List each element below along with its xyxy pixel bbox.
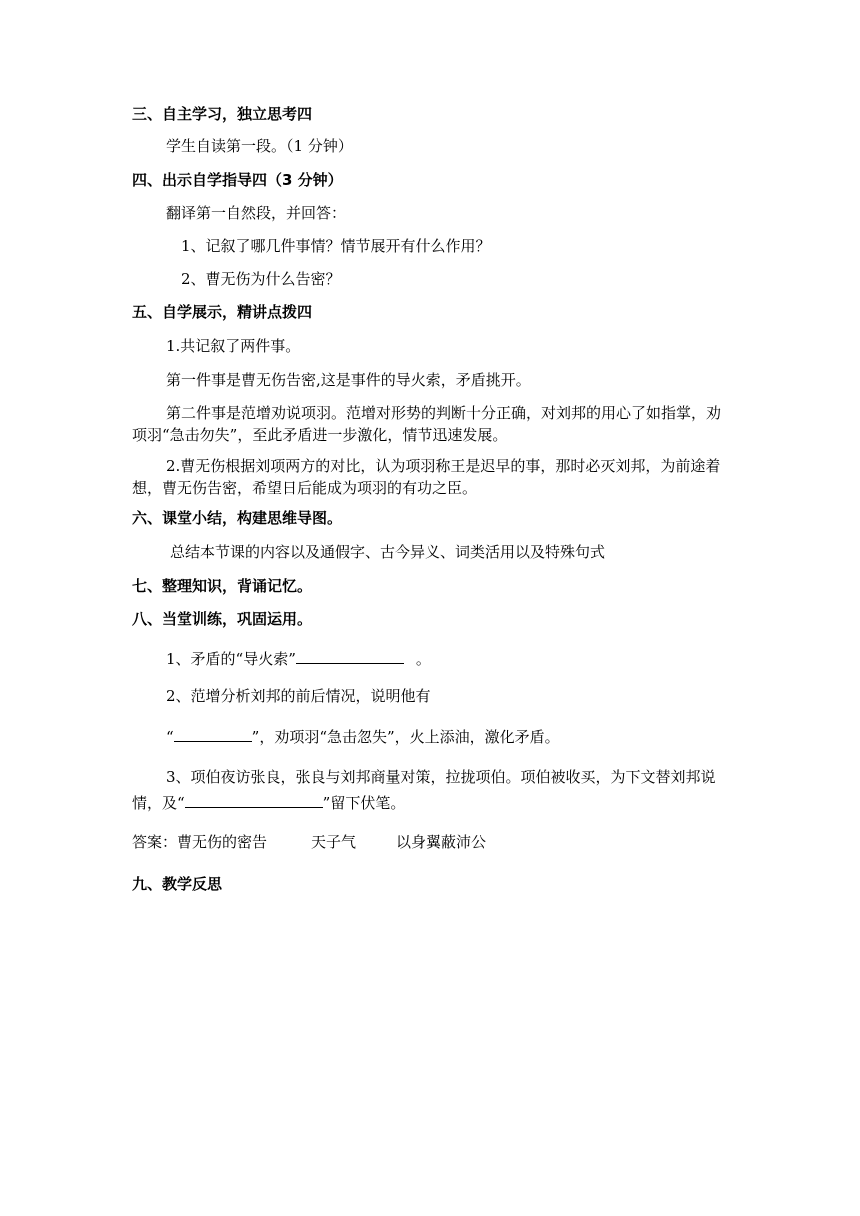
section-7-heading: 七、整理知识，背诵记忆。 [132, 577, 313, 595]
exercise-2-line-2 [166, 725, 560, 747]
section-4-question-1: 1、记叙了哪几件事情？情节展开有什么作用？ [181, 237, 491, 255]
answer-label: 答案： [132, 833, 178, 851]
section-9-heading: 九、教学反思 [132, 875, 223, 893]
exercise-1-text: 1、矛盾的“导火索” [166, 650, 296, 668]
exercise-3-blank[interactable] [185, 791, 323, 808]
section-5-paragraph-4: 2.曹无伤根据刘项两方的对比，认为项羽称王是迟早的事，那时必灭刘邦，为前途着想，曹无伤告密，希望日后能成为项羽的有功之臣。 [132, 457, 721, 497]
answer-line [132, 832, 486, 852]
answer-2: 天子气 [311, 833, 357, 851]
exercise-3-text: 3、项伯夜访张良，张良与刘邦商量对策，拉拢项伯。项伯被收买，为下文替刘邦说情，及“ [132, 768, 716, 812]
section-3-paragraph: 学生自读第一段。（1 分钟） [166, 137, 353, 155]
section-5-paragraph-1: 1.共记叙了两件事。 [166, 337, 301, 355]
section-6-heading: 六、课堂小结，构建思维导图。 [132, 509, 343, 527]
answer-3: 以身翼蔽沛公 [396, 833, 487, 851]
answer-1: 曹无伤的密告 [177, 833, 268, 851]
section-4-question-2: 2、曹无伤为什么告密？ [181, 270, 341, 288]
section-5-paragraph-3: 第二件事是范增劝说项羽。范增对形势的判断十分正确，对刘邦的用心了如指掌，劝项羽“急击勿失”，至此矛盾进一步激化，情节迅速发展。 [132, 404, 722, 444]
exercise-2-open-quote: “ [166, 728, 174, 746]
exercise-3 [132, 764, 732, 816]
section-3-heading: 三、自主学习，独立思考四 [132, 105, 313, 123]
exercise-2-text: ”，劝项羽“急击忽失”，火上添油，激化矛盾。 [251, 728, 560, 746]
section-6-paragraph: 总结本节课的内容以及通假字、古今异义、词类活用以及特殊句式 [170, 543, 606, 561]
exercise-1-blank[interactable] [296, 647, 404, 664]
section-8-heading: 八、当堂训练，巩固运用。 [132, 610, 313, 628]
section-4-paragraph: 翻译第一自然段，并回答： [166, 204, 347, 222]
exercise-2-blank[interactable] [174, 725, 252, 742]
exercise-3-end: ”留下伏笔。 [322, 794, 406, 812]
section-5-heading: 五、自学展示，精讲点拨四 [132, 303, 313, 321]
exercise-1-end: 。 [415, 650, 431, 668]
section-4-heading: 四、出示自学指导四（3 分钟） [132, 171, 343, 189]
exercise-2-line-1: 2、范增分析刘邦的前后情况，说明他有 [166, 687, 431, 705]
exercise-1 [166, 647, 431, 669]
section-5-paragraph-2: 第一件事是曹无伤告密,这是事件的导火索，矛盾挑开。 [166, 371, 531, 389]
